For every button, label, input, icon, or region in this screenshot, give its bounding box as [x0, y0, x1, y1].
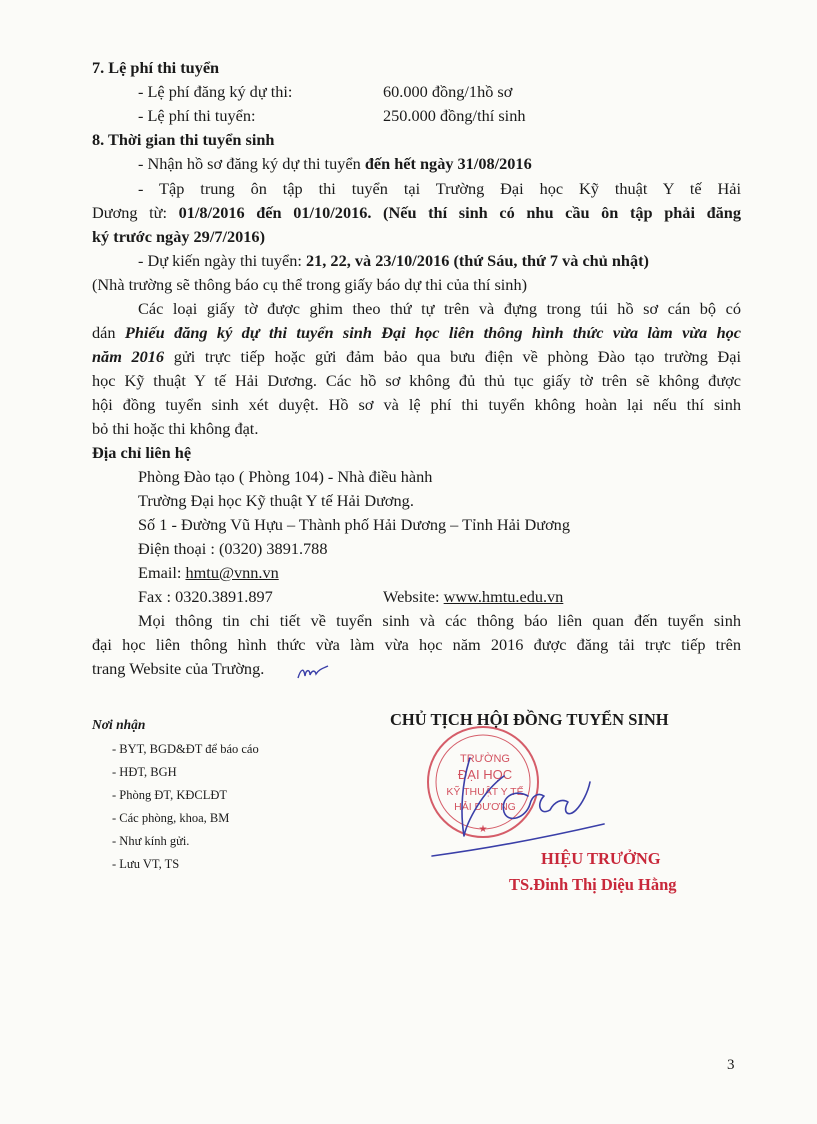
- review-line-1: - Tập trung ôn tập thi tuyển tại Trường Đại học Kỹ thuật Y tế Hải: [138, 179, 741, 198]
- seal-text: TRƯỜNG: [460, 753, 510, 765]
- page-number: 3: [727, 1057, 735, 1073]
- closing-line-1: Mọi thông tin chi tiết về tuyển sinh và các thông báo liên quan đến tuyển sinh: [138, 611, 741, 630]
- contact-phone-line: [138, 539, 327, 559]
- recipient-item: - Như kính gửi.: [112, 834, 190, 848]
- closing-line-2: đại học liên thông hình thức vừa làm vừa học năm 2016 được đăng tải trực tiếp trên: [92, 635, 741, 654]
- seal-text: HẢI DƯƠNG: [454, 801, 516, 813]
- recipient-item: - Phòng ĐT, KĐCLĐT: [112, 788, 228, 802]
- deadline-prefix: - Nhận hồ sơ đăng ký dự thi tuyển: [138, 154, 365, 173]
- contact-fax: Fax : 0320.3891.897: [138, 587, 273, 606]
- deadline-date: đến hết ngày 31/08/2016: [364, 154, 532, 173]
- council-title: CHỦ TỊCH HỘI ĐỒNG TUYỂN SINH: [390, 710, 669, 729]
- initial-mark-icon: [296, 660, 330, 684]
- signer-name: TS.Đinh Thị Diệu Hằng: [509, 875, 677, 894]
- section-fees-heading: 7. Lệ phí thi tuyển: [92, 58, 220, 77]
- website-link[interactable]: www.hmtu.edu.vn: [443, 587, 564, 606]
- form-year: năm 2016: [92, 347, 165, 366]
- exam-dates: 21, 22, và 23/10/2016 (thứ Sáu, thứ 7 và chủ nhật): [306, 251, 649, 270]
- seal-star: ★: [478, 824, 488, 835]
- contact-heading: Địa chỉ liên hệ: [92, 443, 192, 462]
- dossier-line-3: [92, 347, 741, 367]
- seal-text: KỸ THUẬT Y TẾ: [446, 786, 524, 798]
- review-line-2: [92, 203, 741, 223]
- dossier-line-1: Các loại giấy tờ được ghim theo thứ tự trên và đựng trong túi hồ sơ cán bộ có: [138, 299, 741, 318]
- exam-fee-value: 250.000 đồng/thí sinh: [383, 106, 526, 125]
- website-label: Website:: [383, 587, 444, 606]
- review-dates: 01/8/2016 đến 01/10/2016. (Nếu thí sinh có nhu cầu ôn tập phải đăng: [178, 203, 741, 222]
- recipients-heading: Nơi nhận: [92, 717, 146, 732]
- email-label: Email:: [138, 563, 186, 582]
- registration-fee-label: - Lệ phí đăng ký dự thi:: [138, 82, 293, 101]
- exam-date-prefix: - Dự kiến ngày thi tuyển:: [138, 251, 306, 270]
- exam-fee-label: - Lệ phí thi tuyển:: [138, 106, 256, 125]
- exam-notice: (Nhà trường sẽ thông báo cụ thể trong giấy báo dự thi của thí sinh): [92, 275, 528, 294]
- seal-text: ĐẠI HỌC: [457, 767, 513, 782]
- recipient-item: - Lưu VT, TS: [112, 857, 180, 871]
- contact-school: Trường Đại học Kỹ thuật Y tế Hải Dương.: [138, 491, 414, 510]
- contact-address: Số 1 - Đường Vũ Hựu – Thành phố Hải Dương – Tỉnh Hải Dương: [138, 515, 570, 534]
- dossier-line-6: bỏ thi hoặc thi không đạt.: [92, 419, 259, 438]
- email-link[interactable]: hmtu@vnn.vn: [185, 563, 279, 582]
- review-line-3: ký trước ngày 29/7/2016): [92, 227, 265, 246]
- dossier-prefix: dán: [92, 323, 125, 342]
- deadline-line: [138, 154, 532, 174]
- recipient-item: - Các phòng, khoa, BM: [112, 811, 230, 825]
- dossier-line-4: học Kỹ thuật Y tế Hải Dương. Các hồ sơ không đủ thủ tục giấy tờ trên sẽ không được: [92, 371, 741, 390]
- registration-fee-value: 60.000 đồng/1hồ sơ: [383, 82, 513, 101]
- recipient-item: - HĐT, BGH: [112, 765, 177, 779]
- contact-email-line: [138, 563, 279, 583]
- contact-website-line: [383, 587, 563, 607]
- phone-label: Điện thoại :: [138, 539, 219, 558]
- recipient-item: - BYT, BGD&ĐT để báo cáo: [112, 742, 259, 756]
- review-prefix: Dương từ:: [92, 203, 179, 222]
- signer-role: HIỆU TRƯỞNG: [541, 849, 661, 868]
- section-schedule-heading: 8. Thời gian thi tuyển sinh: [92, 130, 275, 149]
- closing-line-3: trang Website của Trường.: [92, 659, 265, 678]
- phone-number: (0320) 3891.788: [218, 539, 328, 558]
- dossier-line-5: hội đồng tuyển sinh xét duyệt. Hồ sơ và lệ phí thi tuyển không hoàn lại nếu thí sinh: [92, 395, 741, 414]
- form-title: Phiếu đăng ký dự thi tuyển sinh Đại học liên thông hình thức vừa làm vừa học: [124, 323, 741, 342]
- dossier-line-2: [92, 323, 741, 343]
- dossier-line-3-rest: gửi trực tiếp hoặc gửi đảm bảo qua bưu điện về phòng Đào tạo trường Đại: [164, 347, 741, 366]
- exam-date-line: [138, 251, 649, 271]
- contact-office: Phòng Đào tạo ( Phòng 104) - Nhà điều hành: [138, 467, 433, 486]
